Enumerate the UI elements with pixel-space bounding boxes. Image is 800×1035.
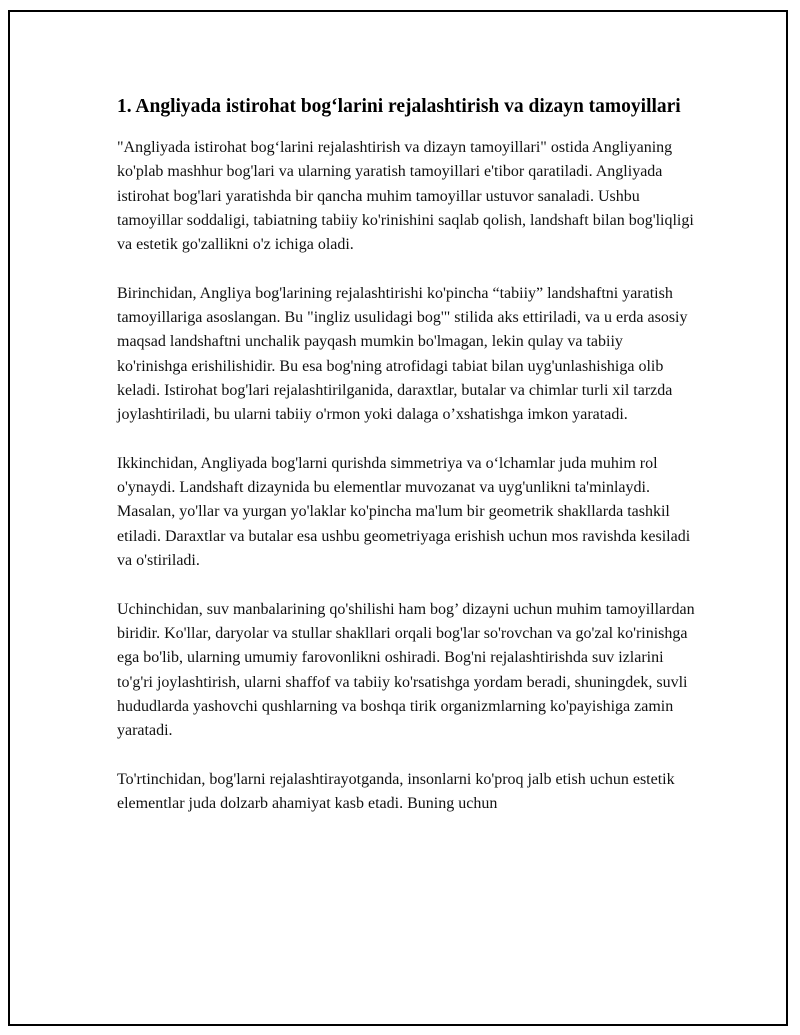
paragraph-fourth: To'rtinchidan, bog'larni rejalashtirayotganda, insonlarni ko'proq jalb etish uchun estetik elementlar juda dolzarb ahamiyat kasb etadi. Buning uchun <box>117 770 675 813</box>
paragraph-intro: "Angliyada istirohat bog‘larini rejalashtirish va dizayn tamoyillari" ostida Angliyaning ko'plab mashhur bog'lari va ularning yaratish tamoyillari e'tibor qaratiladi. Angliyada istirohat bog'lari yaratishda bir qancha muhim tamoyillar ustuvor sanaladi. Ushbu tamoyillar soddaligi, tabiatning tabiiy ko'rinishini saqlab qolish, landshaft bilan bog'liqligi va estetik go'zallikni o'z ichiga oladi. <box>117 139 694 254</box>
paragraph-second: Ikkinchidan, Angliyada bog'larni qurishda simmetriya va o‘lchamlar juda muhim rol o'ynaydi. Landshaft dizaynida bu elementlar muvozanat va uyg'unlikni ta'minlaydi. Masalan, yo'llar va yurgan yo'laklar ko'pincha ma'lum bir geometrik shakllarda tashkil etiladi. Daraxtlar va butalar esa ushbu geometriyaga erishish uchun mos ravishda kesiladi va o'stiriladi. <box>117 454 691 570</box>
paragraph-third: Uchinchidan, suv manbalarining qo'shilishi ham bog’ dizayni uchun muhim tamoyillardan biridir. Ko'llar, daryolar va stullar shakllari orqali bog'lar so'rovchan va go'zal ko'rinishga ega bo'lib, ularning umumiy farovonlikni oshiradi. Bog'ni rejalashtirishda suv izlarini to'g'ri joylashtirish, ularni shaffof va tabiiy ko'rsatishga yordam beradi, shuningdek, suvli hududlarda yashovchi qushlarning va boshqa tirik organizmlarning ko'payishiga zamin yaratadi. <box>117 600 695 740</box>
section-title: 1. Angliyada istirohat bog‘larini rejalashtirish va dizayn tamoyillari <box>117 96 681 117</box>
document-body <box>117 93 697 841</box>
paragraph-first: Birinchidan, Angliya bog'larining rejalashtirishi ko'pincha “tabiiy” landshaftni yaratish tamoyillariga asoslangan. Bu "ingliz usulidagi bog'" stilida aks ettiriladi, va u erda asosiy maqsad landshaftni unchalik payqash mumkin bo'lmagan, lekin qulay va tabiiy ko'rinishga erishilishidir. Bu esa bog'ning atrofidagi tabiat bilan uyg'unlashishiga olib keladi. Istirohat bog'lari rejalashtirilganida, daraxtlar, butalar va chimlar turli xil tarzda joylashtiriladi, bu ularni tabiiy o'rmon yoki dalaga o’xshatishga imkon yaratadi. <box>117 284 688 424</box>
